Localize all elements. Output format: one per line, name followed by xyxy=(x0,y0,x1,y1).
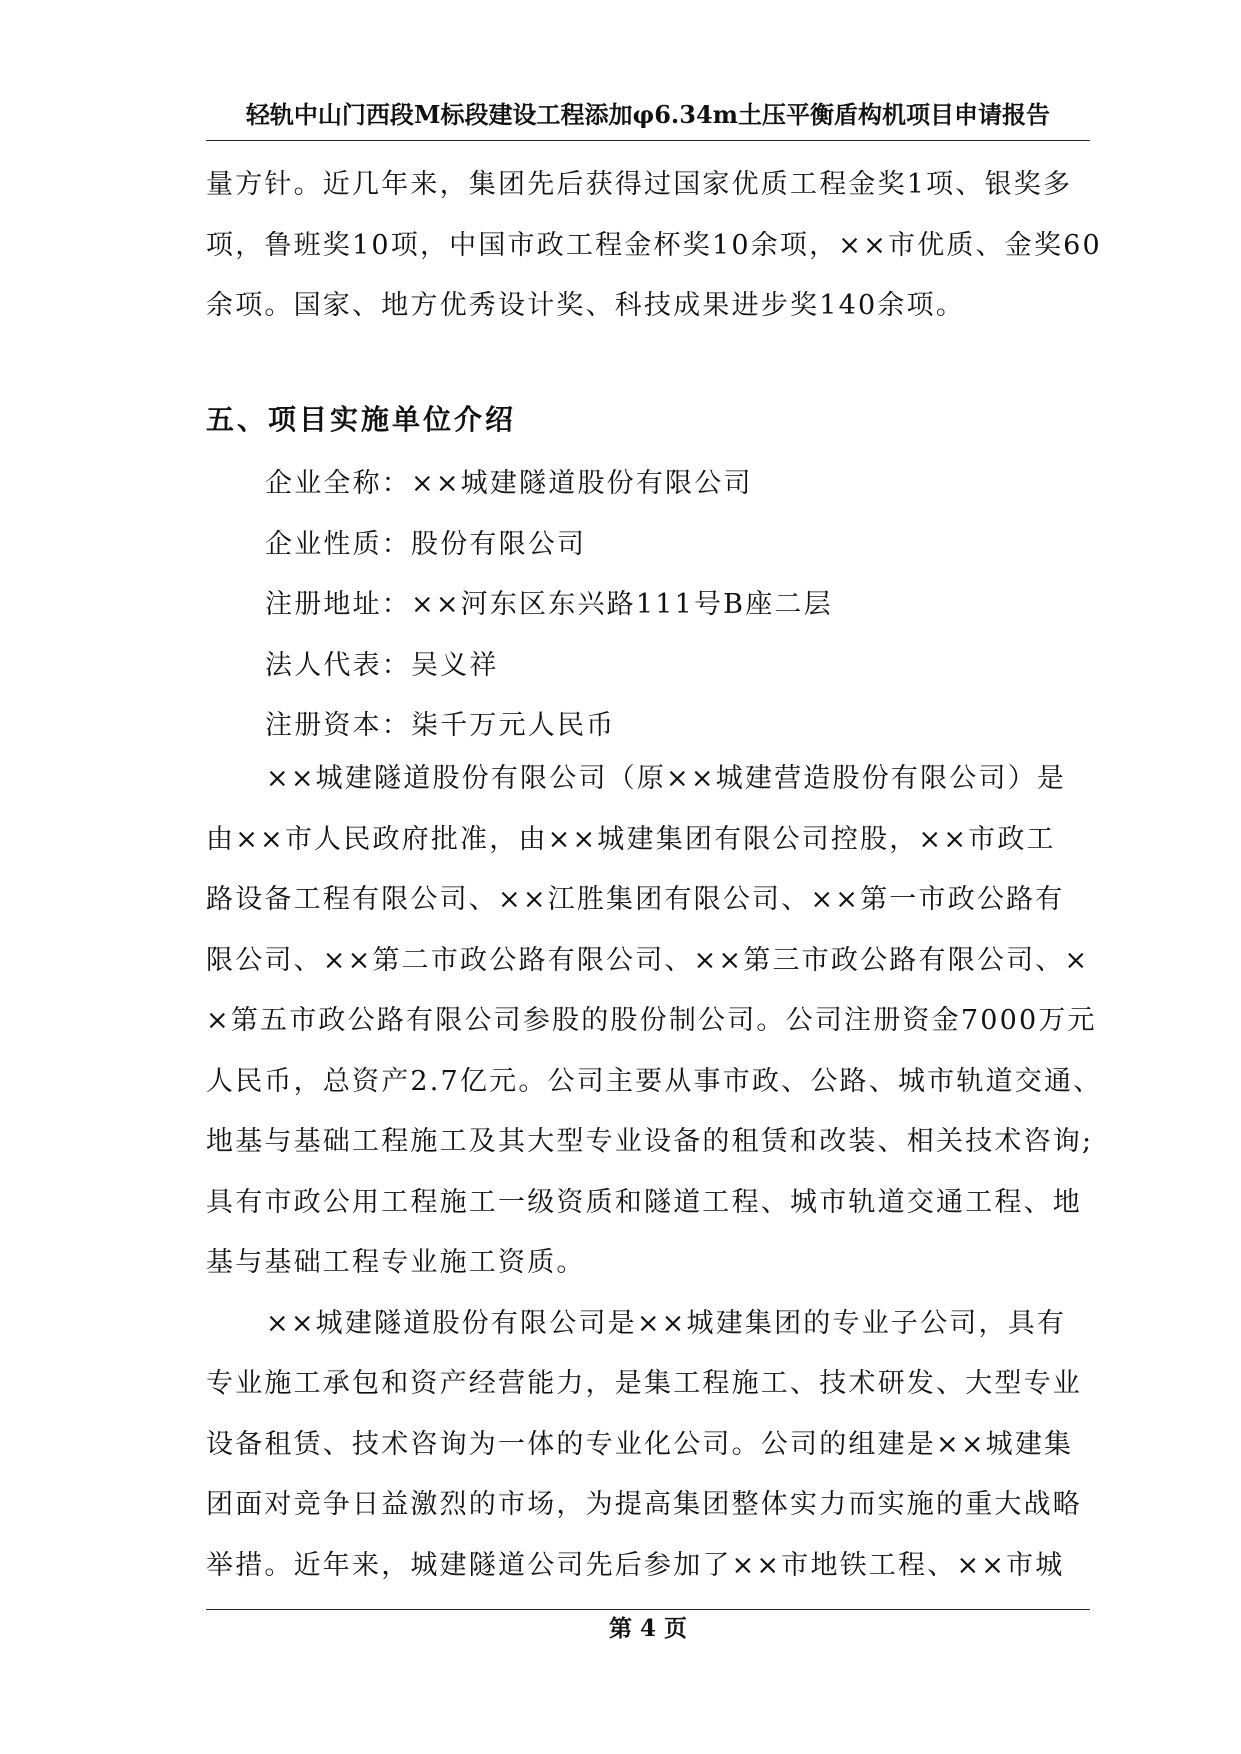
paragraph-line: 人民币，总资产2.7亿元。公司主要从事市政、公路、城市轨道交通、 xyxy=(206,1065,1103,1097)
registered-capital: 注册资本：柒千万元人民币 xyxy=(265,710,616,741)
legal-representative: 法人代表：吴义祥 xyxy=(265,649,499,681)
intro-paragraph xyxy=(206,155,1102,337)
paragraph-line: 由××市人民政府批准，由××城建集团有限公司控股，××市政工 xyxy=(206,823,1056,855)
paragraph-line: 限公司、××第二市政公路有限公司、××第三市政公路有限公司、× xyxy=(206,944,1090,976)
paragraph-line: 设备租赁、技术咨询为一体的专业化公司。公司的组建是××城建集 xyxy=(206,1428,1074,1460)
paragraph-line: ×第五市政公路有限公司参股的股份制公司。公司注册资金7000万元 xyxy=(206,1005,1097,1036)
paragraph-line: 基与基础工程专业施工资质。 xyxy=(206,1247,586,1278)
paragraph-line: 地基与基础工程施工及其大型专业设备的租赁和改装、相关技术咨询; xyxy=(206,1126,1094,1157)
paragraph-line: 专业施工承包和资产经营能力，是集工程施工、技术研发、大型专业 xyxy=(206,1368,1082,1399)
company-full-name: 企业全称：××城建隧道股份有限公司 xyxy=(265,468,753,499)
intro-line: 项，鲁班奖10项，中国市政工程金杯奖10余项，××市优质、金奖60 xyxy=(206,229,1102,261)
company-description xyxy=(206,749,1103,1596)
paragraph-line: 举措。近年来，城建隧道公司先后参加了××市地铁工程、××市城 xyxy=(206,1549,1065,1581)
company-type: 企业性质：股份有限公司 xyxy=(265,528,587,560)
company-info-list xyxy=(265,454,833,757)
page-number: 第 4 页 xyxy=(608,1615,688,1642)
header-divider xyxy=(206,140,1090,141)
paragraph-line: 具有市政公用工程施工一级资质和隧道工程、城市轨道交通工程、地 xyxy=(206,1186,1082,1218)
paragraph-line: ××城建隧道股份有限公司是××城建集团的专业子公司，具有 xyxy=(266,1307,1067,1339)
registered-address: 注册地址：××河东区东兴路111号B座二层 xyxy=(265,589,833,620)
intro-line: 余项。国家、地方优秀设计奖、科技成果进步奖140余项。 xyxy=(206,290,965,321)
document-header-title: 轻轨中山门西段M标段建设工程添加φ6.34m土压平衡盾构机项目申请报告 xyxy=(245,100,1051,129)
footer-divider xyxy=(206,1609,1090,1610)
section-heading: 五、项目实施单位介绍 xyxy=(206,403,517,436)
intro-line: 量方针。近几年来，集团先后获得过国家优质工程金奖1项、银奖多 xyxy=(206,169,1073,200)
paragraph-line: ××城建隧道股份有限公司（原××城建营造股份有限公司）是 xyxy=(266,763,1067,794)
paragraph-line: 团面对竞争日益激烈的市场，为提高集团整体实力而实施的重大战略 xyxy=(206,1489,1082,1520)
paragraph-line: 路设备工程有限公司、××江胜集团有限公司、××第一市政公路有 xyxy=(206,884,1065,915)
